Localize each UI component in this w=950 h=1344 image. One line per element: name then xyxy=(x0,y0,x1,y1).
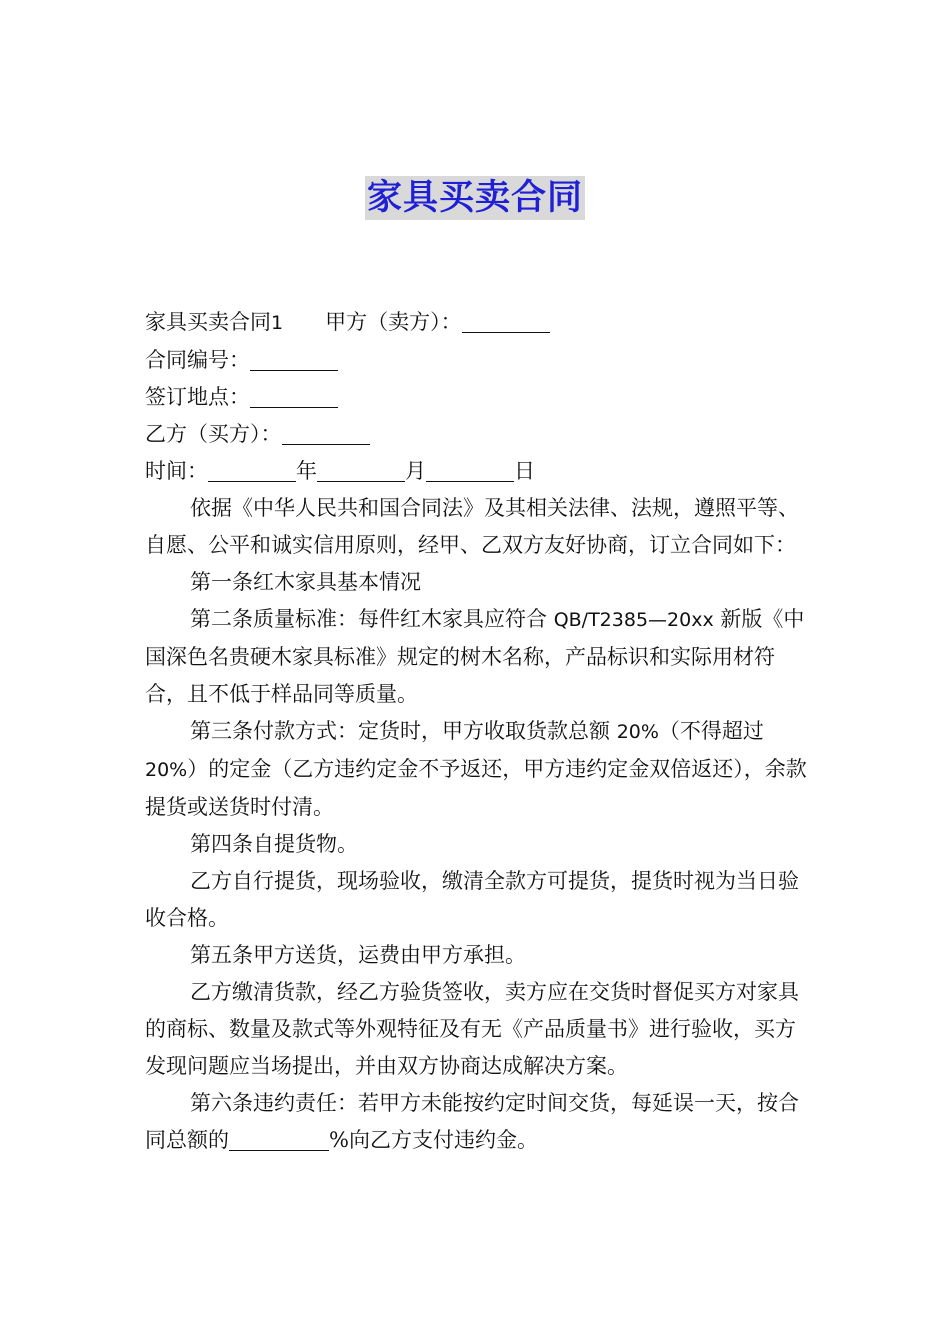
penalty-percent-blank[interactable] xyxy=(229,1128,329,1151)
preamble-paragraph: 依据《中华人民共和国合同法》及其相关法律、法规，遵照平等、自愿、公平和诚实信用原则，经甲、乙双方友好协商，订立合同如下： xyxy=(145,496,799,557)
article-4-detail: 乙方自行提货，现场验收，缴清全款方可提货，提货时视为当日验收合格。 xyxy=(145,869,799,930)
article-4: 第四条自提货物。 xyxy=(190,832,358,856)
day-label: 日 xyxy=(514,459,535,483)
year-label: 年 xyxy=(296,459,317,483)
article-5-detail: 乙方缴清货款，经乙方验货签收，卖方应在交货时督促买方对家具的商标、数量及款式等外观特征及有无《产品质量书》进行验收，买方发现问题应当场提出，并由双方协商达成解决方案。 xyxy=(145,980,799,1078)
contract-no-line xyxy=(145,342,810,379)
contract-body xyxy=(145,304,810,1159)
title-container xyxy=(0,176,950,220)
article-2-text-b: 新版《中国深色名贵硬木家具标准》规定的树木名称，产品标识和实际用材符合，且不低于样品同等质量。 xyxy=(145,607,805,706)
contract-label: 家具买卖合同 xyxy=(145,310,271,334)
article-3-text-c: ）的定金（乙方违约定金不予返还，甲方违约定金双倍返还），余款提货或送货时付清。 xyxy=(145,757,807,819)
article-3 xyxy=(145,713,810,826)
article-3-text-a: 第三条付款方式：定货时，甲方收取货款总额 xyxy=(190,719,617,743)
party-b-blank[interactable] xyxy=(282,422,370,445)
article-5: 第五条甲方送货，运费由甲方承担。 xyxy=(190,943,526,967)
document-title: 家具买卖合同 xyxy=(366,178,583,218)
sign-place-line xyxy=(145,379,810,416)
article-6 xyxy=(145,1085,810,1159)
deposit-percent: 20% xyxy=(616,721,659,743)
day-blank[interactable] xyxy=(426,459,514,482)
month-blank[interactable] xyxy=(317,459,405,482)
time-line xyxy=(145,453,810,490)
deposit-max-percent: 20% xyxy=(145,759,188,781)
month-label: 月 xyxy=(405,459,426,483)
article-3-text-b: （不得超过 xyxy=(658,719,764,743)
party-b-line xyxy=(145,416,810,453)
contract-number: 1 xyxy=(271,312,284,334)
article-2 xyxy=(145,601,810,713)
year-blank[interactable] xyxy=(208,459,296,482)
article-6-text-a: 第六条违约责任：若甲方未能按约定时间交货，每延误一天，按合同总额的 xyxy=(145,1091,799,1152)
time-label: 时间： xyxy=(145,459,208,483)
party-a-blank[interactable] xyxy=(462,310,550,333)
sign-place-blank[interactable] xyxy=(250,385,338,408)
contract-no-label: 合同编号： xyxy=(145,348,250,372)
article-1: 第一条红木家具基本情况 xyxy=(190,570,421,594)
contract-no-blank[interactable] xyxy=(250,348,338,371)
party-b-label: 乙方（买方）： xyxy=(145,422,282,446)
article-2-text-a: 第二条质量标准：每件红木家具应符合 xyxy=(190,607,554,631)
header-line xyxy=(145,304,810,342)
article-6-text-b: %向乙方支付违约金。 xyxy=(329,1128,538,1152)
standard-code: QB/T2385—20xx xyxy=(553,609,714,631)
party-a-label: 甲方（卖方）： xyxy=(325,310,462,334)
sign-place-label: 签订地点： xyxy=(145,385,250,409)
